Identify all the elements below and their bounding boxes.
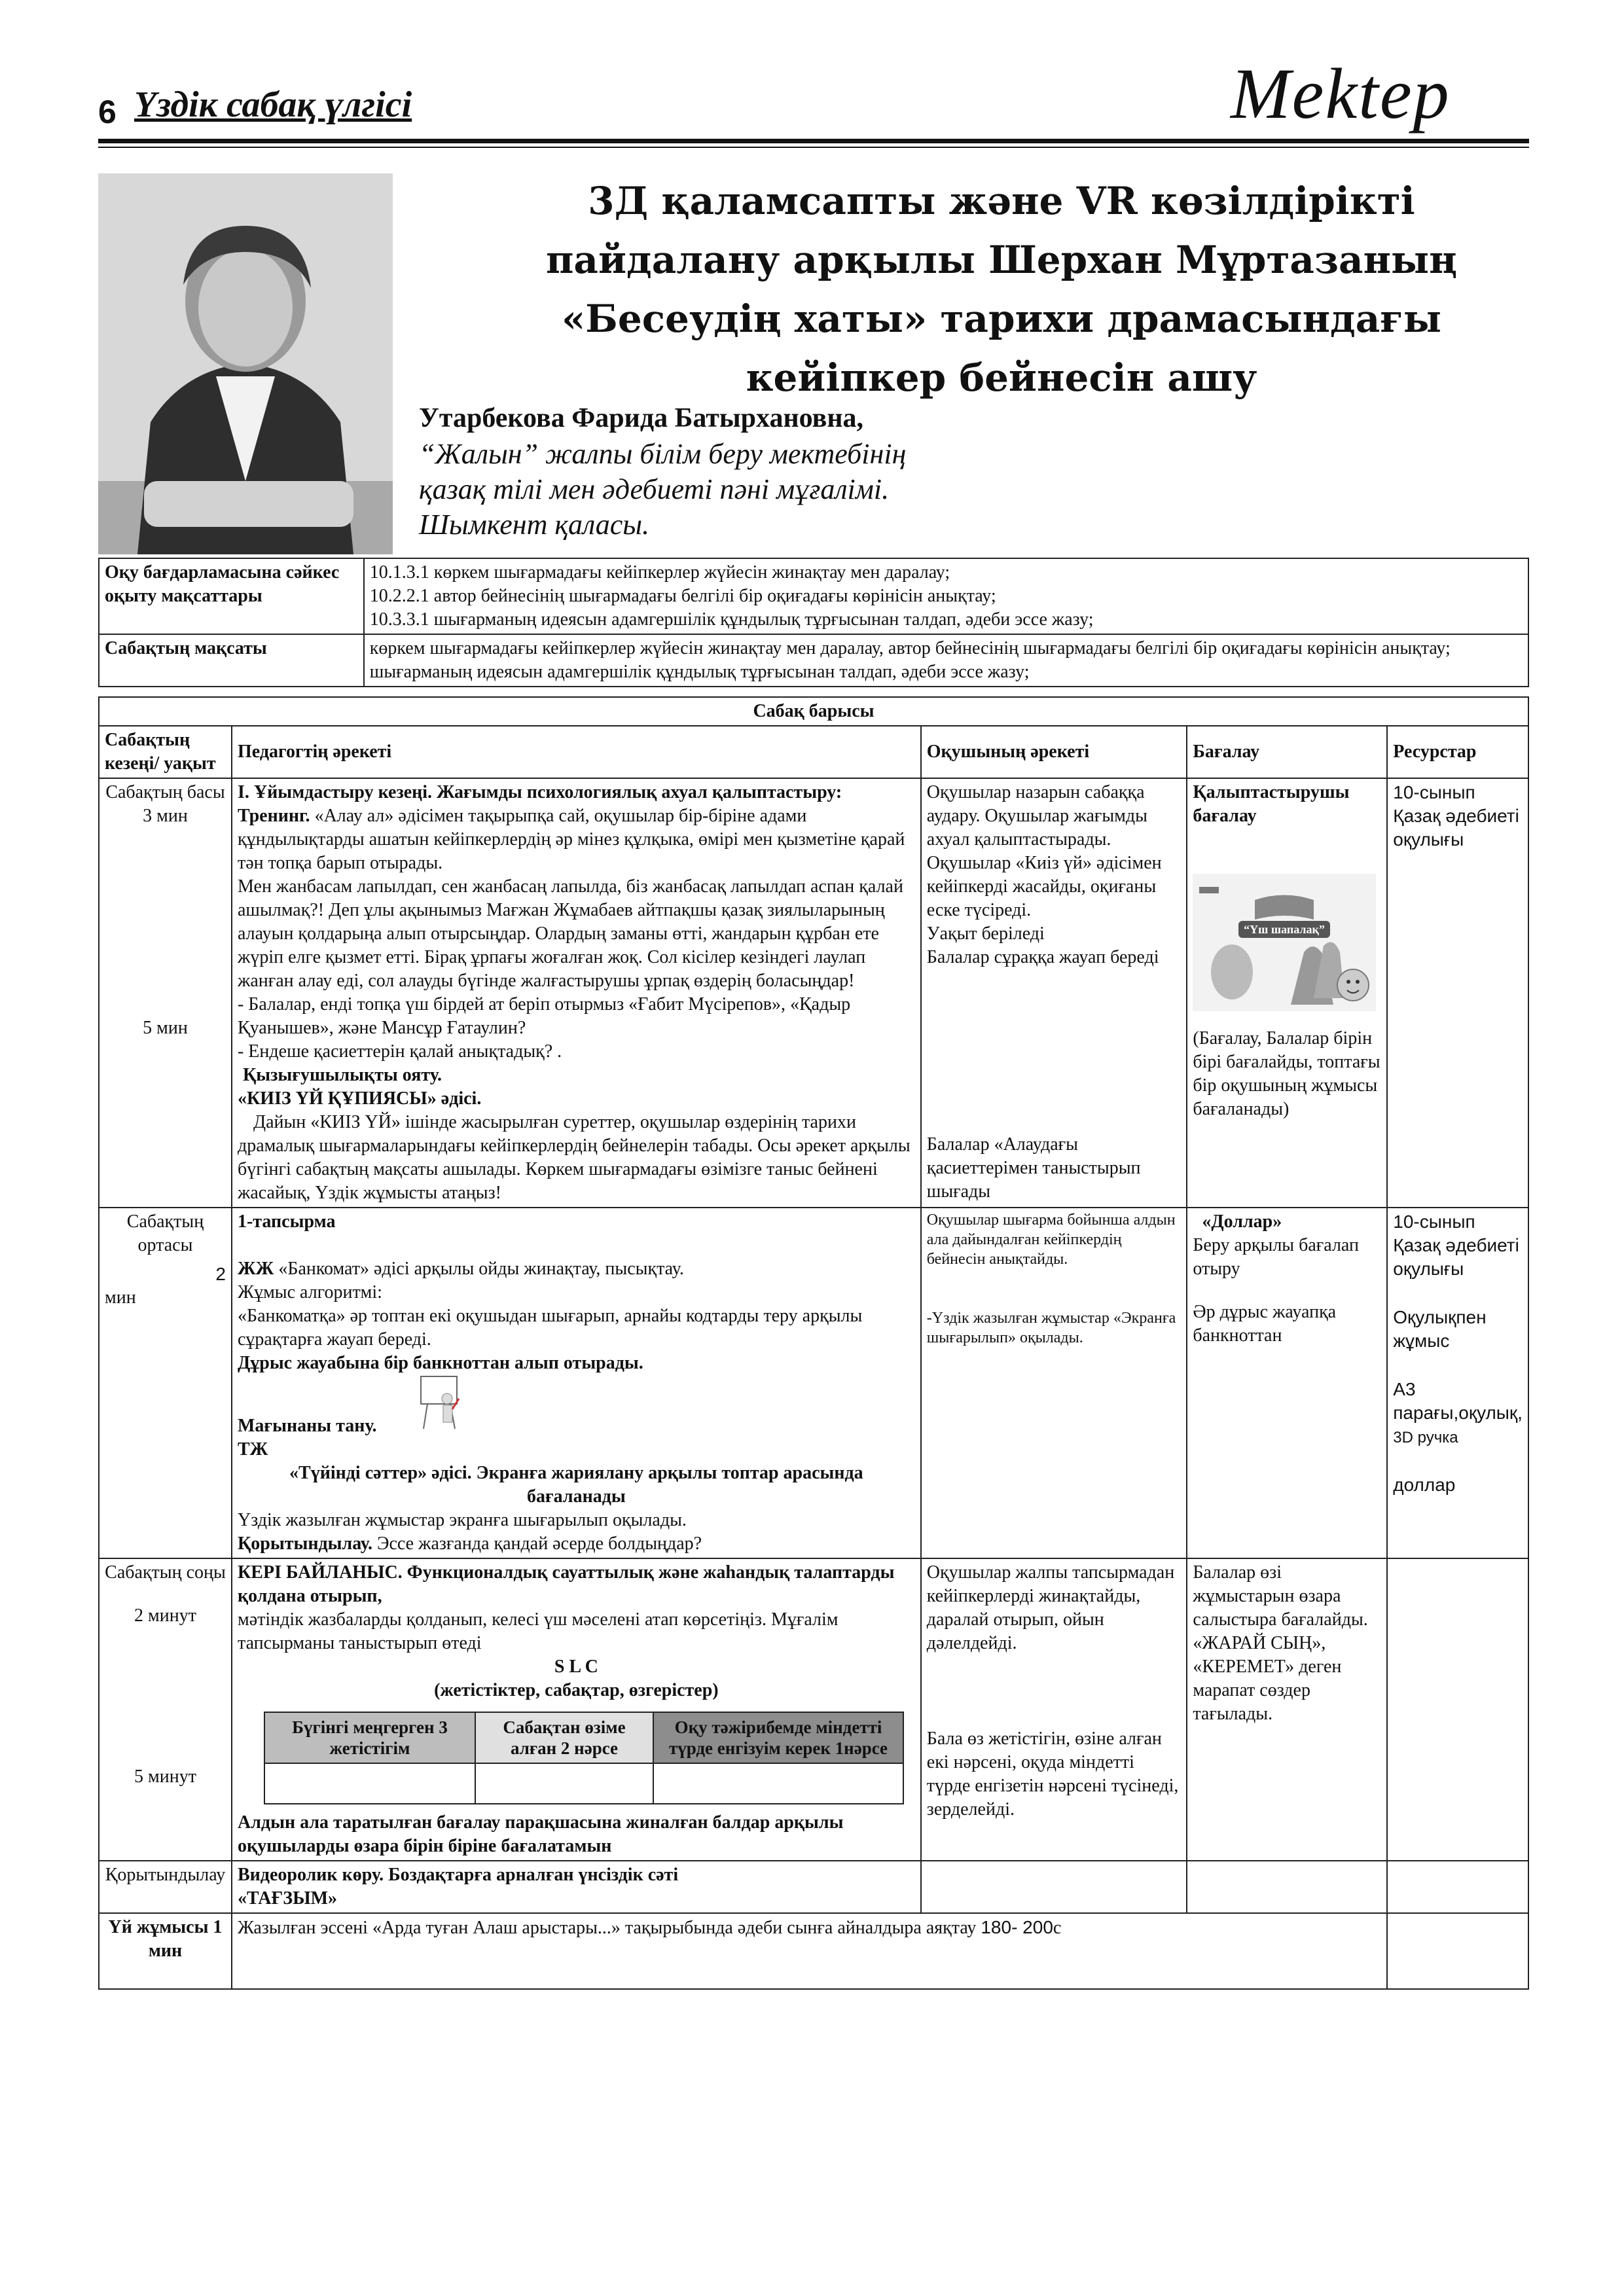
table-header-row xyxy=(99,726,1528,778)
teacher-question: - Балалар, енді топқа үш бірдей ат беріп отырмыз «Ғабит Мүсірепов», «Қадыр Қуанышев», және Мансұр Ғатаулин? xyxy=(237,994,851,1038)
resource-item: доллар xyxy=(1393,1475,1456,1495)
brand-logo xyxy=(1231,52,1451,135)
resource-item: Оқулықпен жұмыс xyxy=(1393,1307,1487,1351)
lesson-table xyxy=(98,696,1529,1990)
teacher-question: - Ендеше қасиеттерін қалай анықтадық? . xyxy=(237,1041,562,1062)
summary-activity: Видеоролик көру. Боздақтарға арналған үнсіздік сәті xyxy=(237,1865,679,1885)
feedback-text: мәтіндік жазбаларды қолданып, келесі үш мәселені атап көрсетіңіз. Мұғалім тапсырманы таныстырып өтеді xyxy=(237,1609,839,1653)
student-cell xyxy=(921,778,1187,1208)
correct-answer-rule: Дұрыс жауабына бір банкноттан алып отырады. xyxy=(237,1353,643,1373)
homework-count-suffix: с xyxy=(1053,1918,1062,1938)
teacher-heading: I. Ұйымдастыру кезеңі. Жағымды психологиялық ахуал қалыптастыру: Тренинг. xyxy=(237,782,842,826)
stage-name: Сабақтың соңы xyxy=(105,1562,226,1583)
meaning-label: Мағынаны тану. xyxy=(237,1416,377,1436)
teacher-cell xyxy=(232,1558,921,1861)
assessment-cell xyxy=(1187,1208,1387,1558)
resources-cell xyxy=(1387,1861,1528,1913)
table-row xyxy=(264,1712,903,1763)
article-title-line: «Бесеудің хаты» тарихи драмасындағы xyxy=(562,296,1441,341)
stage-time: 2 минут xyxy=(134,1605,196,1626)
goal-text: көркем шығармадағы кейіпкерлер жүйесін жинақтау мен даралау, автор бейнесінің шығармадағы белгілі бір оқиғадағы көрінісін анықтау; шығарманың идеясын адамгершілік құндылық тұрғысынан талдап, әдеби эссе жазу; xyxy=(364,634,1528,687)
teacher-cell xyxy=(232,1861,921,1913)
article-title xyxy=(471,171,1532,407)
article-title-line: 3Д қаламсапты және VR көзілдірікті xyxy=(588,179,1415,223)
table-row xyxy=(99,1558,1528,1861)
resources-cell xyxy=(1387,1208,1528,1558)
teacher-intro: «Алау ал» әдісімен тақырыпқа сай, оқушылар бір-біріне адами құндылықтарды ашатын кейіпкерлердің әр мінез құлқыка, өмірі мен қызметіне қарай тән топқа барып отырады. xyxy=(237,806,905,873)
lesson-title: Сабақ барысы xyxy=(99,697,1528,726)
assessment-title: «Доллар» xyxy=(1202,1211,1282,1232)
resources-cell xyxy=(1387,1913,1528,1989)
author-school: “Жалын” жалпы білім беру мектебінің xyxy=(419,438,907,470)
teacher-method: «КИІЗ ҮЙ ҚҰПИЯСЫ» әдісі. xyxy=(237,1088,482,1109)
homework-cell xyxy=(232,1913,1387,1989)
resources-cell xyxy=(1387,1558,1528,1861)
article-title-line: пайдалану арқылы Шерхан Мұртазаның xyxy=(545,238,1458,282)
header-teacher: Педагогтің әрекеті xyxy=(232,726,921,778)
algorithm-text: «Банкоматқа» әр топтан екі оқушыдан шығарып, арнайы кодтарды теру арқылы сұрақтарға жауап береді. xyxy=(237,1306,863,1350)
objectives-label: Оқу бағдарламасына сәйкес оқыту мақсаттары xyxy=(99,558,364,634)
slc-header: Сабақтан өзіме алған 2 нәрсе xyxy=(475,1712,653,1763)
teacher-cell xyxy=(232,778,921,1208)
table-row xyxy=(99,1913,1528,1989)
table-row xyxy=(99,778,1528,1208)
header-resources: Ресурстар xyxy=(1387,726,1528,778)
group-work-label: ТЖ xyxy=(237,1439,268,1460)
objectives-list xyxy=(364,558,1528,634)
summary-text: Эссе жазғанда қандай әсерде болдыңдар? xyxy=(376,1534,702,1554)
stage-cell: Қорытындылау xyxy=(99,1861,232,1913)
stage-name: Сабақтың ортасы xyxy=(126,1211,204,1255)
objective-item: 10.1.3.1 көркем шығармадағы кейіпкерлер жүйесін жинақтау мен даралау; xyxy=(369,562,950,583)
slc-cell xyxy=(653,1763,903,1804)
author-photo xyxy=(98,173,393,554)
student-text: Оқушылар назарын сабаққа аудару. Оқушылар жағымды ахуал қалыптастырады. Оқушылар «Киіз үй» әдісімен кейіпкерді жасайды, оқиғаны еске түсіреді. xyxy=(926,782,1162,920)
student-cell xyxy=(921,1208,1187,1558)
stage-time: 5 мин xyxy=(143,1018,188,1038)
table-row xyxy=(99,1861,1528,1913)
objective-item: 10.3.3.1 шығарманың идеясын адамгершілік құндылық тұрғысынан талдап, әдеби эссе жазу; xyxy=(369,609,1094,630)
assessment-title: Қалыптастырушы бағалау xyxy=(1193,782,1350,826)
homework-text: Жазылған эссені «Арда туған Алаш арыстары...» тақырыбында әдеби сынға айналдыра аяқтау xyxy=(237,1918,977,1938)
assessment-text: Әр дұрыс жауапқа банкноттан xyxy=(1193,1302,1337,1346)
assessment-cell xyxy=(1187,1861,1387,1913)
resources-cell: 10-сынып Қазақ әдебиеті оқулығы xyxy=(1387,778,1528,1208)
objectives-table xyxy=(98,558,1529,687)
clapping-label: “Үш шапалақ” xyxy=(1244,923,1326,936)
pair-work-text: «Банкомат» әдісі арқылы ойды жинақтау, пысықтау. xyxy=(278,1259,684,1279)
resource-item: 3D ручка xyxy=(1393,1429,1458,1446)
best-works-text: Үздік жазылған жұмыстар экранға шығарылып оқылады. xyxy=(237,1510,687,1530)
summary-label: Қорытындылау. xyxy=(237,1534,372,1554)
student-cell xyxy=(921,1861,1187,1913)
stage-cell xyxy=(99,1558,232,1861)
student-text: Оқушылар шығарма бойынша алдын ала дайындалған кейіпкердің бейнесін анықтайды. xyxy=(926,1211,1176,1268)
feedback-footer: Алдын ала таратылған бағалау парақшасына жиналған балдар арқылы оқушыларды өзара бірін біріне бағалатамын xyxy=(237,1812,844,1856)
stage-time-number: 2 xyxy=(215,1264,226,1284)
table-row xyxy=(99,634,1528,687)
header-stage: Сабақтың кезеңі/ уақыт xyxy=(99,726,232,778)
stage-cell: Үй жұмысы 1 мин xyxy=(99,1913,232,1989)
section-title: Үздік сабақ үлгісі xyxy=(134,84,412,125)
author-city: Шымкент қаласы. xyxy=(419,509,650,541)
assessment-cell xyxy=(1187,778,1387,1208)
slc-header: Оқу тәжірибемде міндетті түрде енгізуім керек 1нәрсе xyxy=(653,1712,903,1763)
stage-cell xyxy=(99,778,232,1208)
header-assessment: Бағалау xyxy=(1187,726,1387,778)
stage-time-unit: мин xyxy=(105,1287,136,1308)
student-text: Оқушылар жалпы тапсырмадан кейіпкерлерді жинақтайды, даралай отырып, ойын дәлелдейді. xyxy=(926,1562,1175,1653)
teacher-cell xyxy=(232,1208,921,1558)
key-moments-method: «Түйінді сәттер» әдісі. Экранға жариялану арқылы топтар арасында бағаланады xyxy=(289,1463,863,1507)
homework-count: 180- 200 xyxy=(981,1917,1053,1937)
stage-time: 3 мин xyxy=(143,806,188,826)
slc-header: Бүгінгі меңгерген 3 жетістігім xyxy=(264,1712,475,1763)
pair-work-label: ЖЖ xyxy=(237,1259,274,1279)
clapping-illustration xyxy=(1193,874,1381,1018)
summary-activity-title: «ТАҒЗЫМ» xyxy=(237,1888,338,1909)
stage-cell xyxy=(99,1208,232,1558)
teacher-method-text: Дайын «КИІЗ ҮЙ» ішінде жасырылған суреттер, оқушылар өздерінің тарихи драмалық шығармаларындағы кейіпкерлердің бейнелерін табады. Осы әрекет арқылы бүгінгі сабақтың мақсаты ашылады. Көркем шығармадағы өзімізге таныс бейнені жасайық, Үздік жұмысты атаңыз! xyxy=(237,1112,911,1203)
header-student: Оқушының әрекеті xyxy=(921,726,1187,778)
slc-subtitle: (жетістіктер, сабақтар, өзгерістер) xyxy=(434,1680,719,1700)
page-number: 6 xyxy=(98,94,117,130)
slc-cell xyxy=(264,1763,475,1804)
goal-label: Сабақтың мақсаты xyxy=(99,634,364,687)
algorithm-label: Жұмыс алгоритмі: xyxy=(237,1282,382,1302)
header-rule xyxy=(98,139,1529,143)
student-text: Уақыт беріледі xyxy=(926,924,1045,944)
student-text: Балалар сұраққа жауап береді xyxy=(926,947,1159,967)
student-cell xyxy=(921,1558,1187,1861)
assessment-text: (Бағалау, Балалар бірін бірі бағалайды, топтағы бір оқушының жұмысы бағаланады) xyxy=(1193,1028,1380,1119)
student-text: Балалар «Алаудағы қасиеттерімен таныстырып шығады xyxy=(926,1134,1141,1202)
student-text: -Үздік жазылған жұмыстар «Экранға шығарылып» оқылады. xyxy=(926,1310,1176,1346)
slc-cell xyxy=(475,1763,653,1804)
student-text: Бала өз жетістігін, өзіне алған екі нәрсені, оқуда міндетті түрде енгізетін нәрсені түсінеді, зерделейді. xyxy=(926,1729,1179,1820)
assessment-text: Беру арқылы бағалап отыру xyxy=(1193,1235,1359,1279)
teacher-quote: Мен жанбасам лапылдап, сен жанбасаң лапылда, біз жанбасақ лапылдап аспан қалай ашылмақ?! Деп ұлы ақынымыз Мағжан Жұмабаев айтпақшы қазақ зиялыларының алауын қолдарыңа алып отырсыңдар. Олардың заманы өтті, жандарын құрбан ете жүріп елге қызмет етті. Бірақ ұрпағы жоғалған жоқ. Сол кісілер кезіндегі лаулап жанған алау еді, сол алауды бүгінде жалғастырушы ұрпақ өздерің боласыңдар! xyxy=(237,876,903,991)
table-row xyxy=(99,1208,1528,1558)
resource-item: 10-сынып Қазақ әдебиеті оқулығы xyxy=(1393,1211,1519,1279)
assessment-cell: Балалар өзі жұмыстарын өзара салыстыра бағалайды. «ЖАРАЙ СЫҢ», «КЕРЕМЕТ» деген марапат сөздер тағылады. xyxy=(1187,1558,1387,1861)
stage-name: Сабақтың басы xyxy=(105,782,225,802)
feedback-heading: КЕРІ БАЙЛАНЫС. Функционалдық сауаттылық және жаһандық талаптарды қолдана отырып, xyxy=(237,1562,895,1606)
slc-label: S L C xyxy=(554,1657,598,1677)
header-rule-thin xyxy=(98,147,1529,148)
teacher-subheading: Қызығушылықты ояту. xyxy=(242,1065,442,1085)
table-row xyxy=(99,558,1528,634)
article-title-line: кейіпкер бейнесін ашу xyxy=(746,355,1257,400)
slc-table xyxy=(264,1712,904,1804)
author-position: қазақ тілі мен әдебиеті пәні мұғалімі. xyxy=(419,473,890,505)
table-row xyxy=(99,697,1528,726)
resource-item: А3 парағы,оқулық, xyxy=(1393,1379,1523,1423)
stage-time: 5 минут xyxy=(134,1767,196,1787)
objective-item: 10.2.2.1 автор бейнесінің шығармадағы белгілі бір оқиғадағы көрінісін анықтау; xyxy=(369,586,996,606)
task-label: 1-тапсырма xyxy=(237,1211,336,1232)
table-row xyxy=(264,1763,903,1804)
brand-text: Mektep xyxy=(1231,54,1451,134)
author-name: Утарбекова Фарида Батырхановна, xyxy=(419,403,864,433)
presenter-icon xyxy=(414,1372,467,1431)
